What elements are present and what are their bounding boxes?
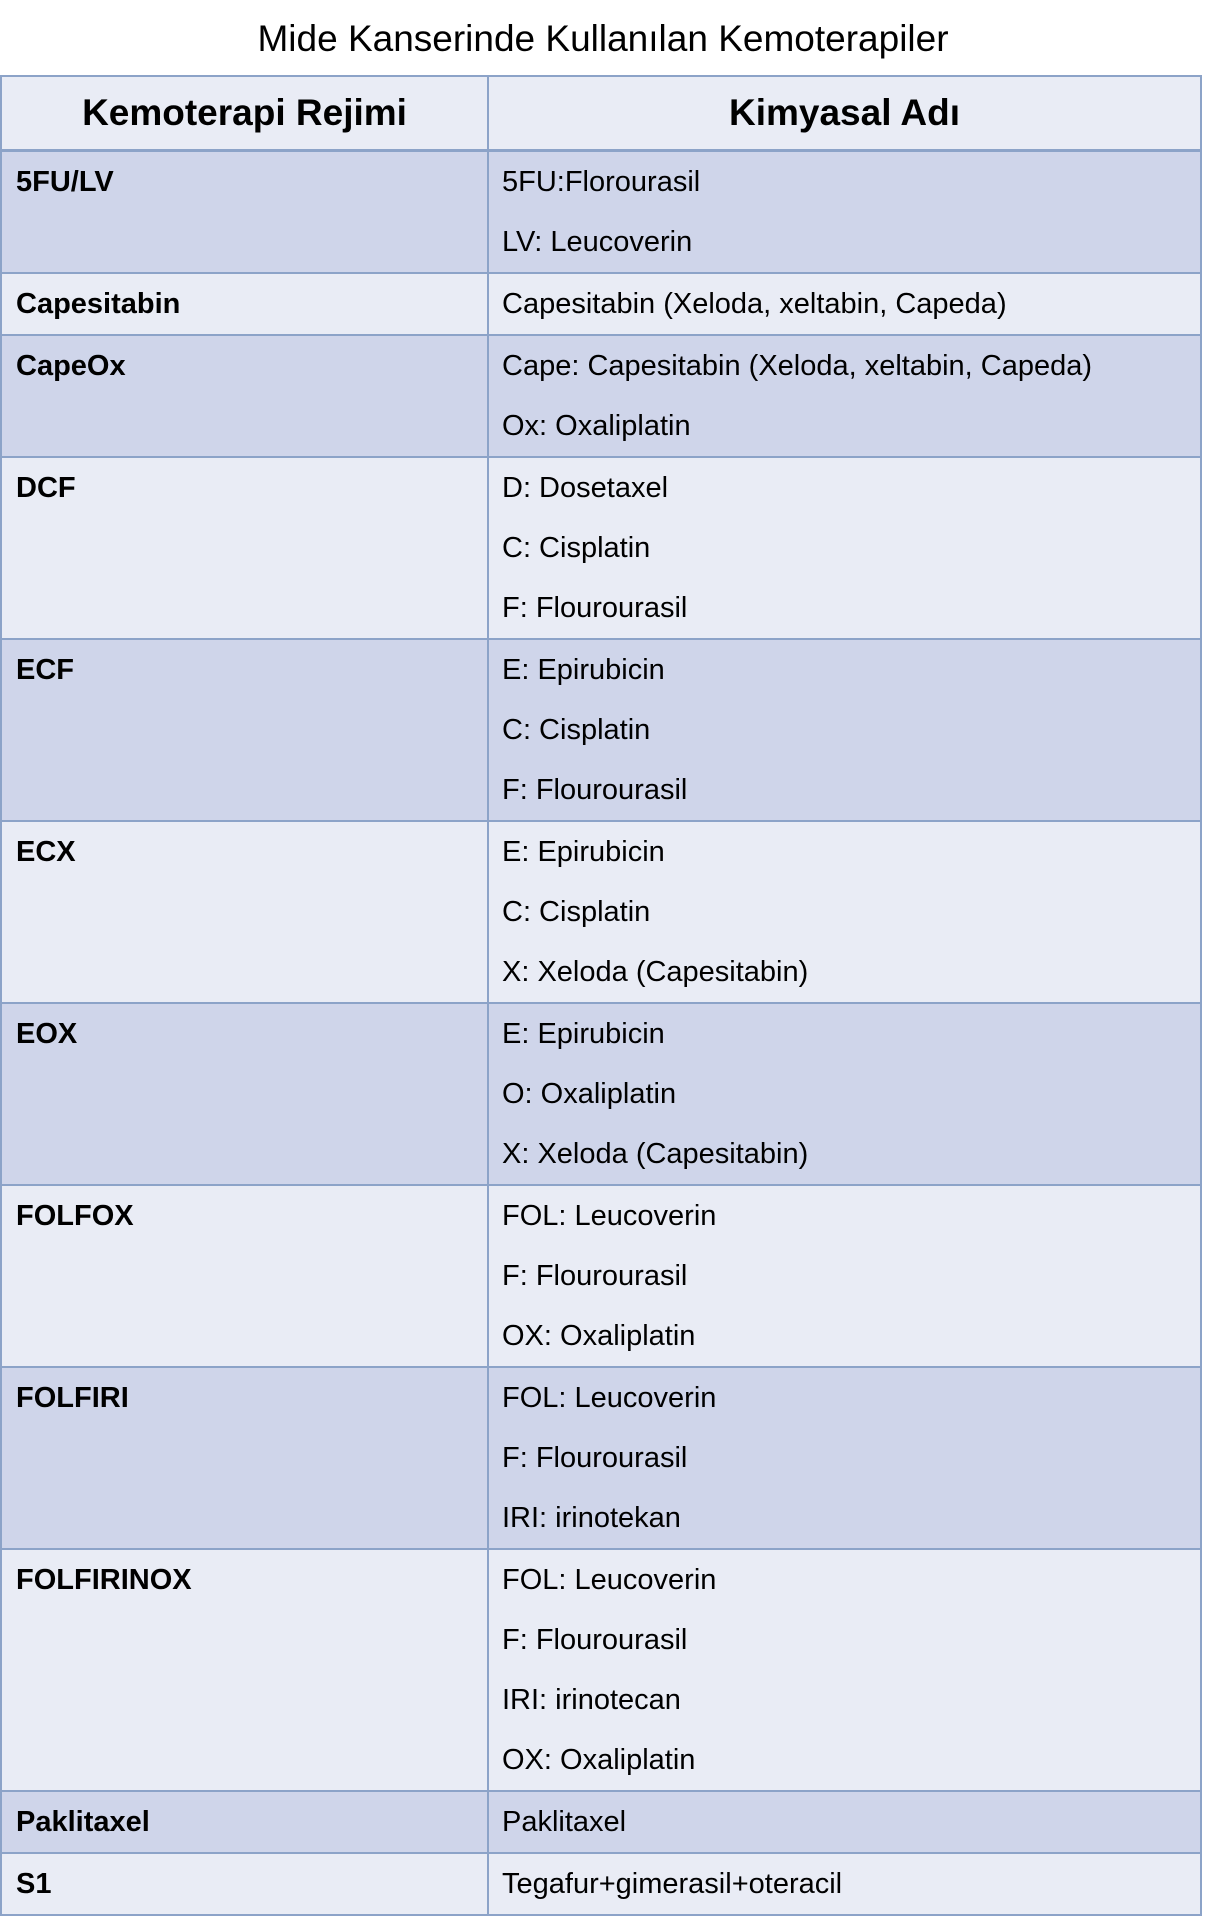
table-row (1, 821, 1201, 1003)
chemical-name: E: Epirubicin (502, 836, 665, 868)
regimen-name: DCF (16, 472, 76, 504)
chemical-cell (488, 639, 1201, 821)
regimen-cell (1, 335, 488, 457)
chemical-cell (488, 457, 1201, 639)
page-title: Mide Kanserinde Kullanılan Kemoterapiler (257, 18, 949, 59)
table-header-row (1, 76, 1201, 151)
chemotherapy-table (0, 75, 1202, 1916)
regimen-cell (1, 151, 488, 274)
table-row (1, 273, 1201, 335)
chemical-name: F: Flourourasil (502, 1624, 688, 1656)
chemical-cell (488, 1367, 1201, 1549)
chemical-name: OX: Oxaliplatin (502, 1744, 696, 1776)
chemical-cell (488, 151, 1201, 274)
table-body (1, 151, 1201, 1916)
chemical-cell (488, 1791, 1201, 1853)
header-regimen: Kemoterapi Rejimi (1, 76, 488, 151)
chemical-cell (488, 1003, 1201, 1185)
table-row (1, 335, 1201, 457)
chemical-name: FOL: Leucoverin (502, 1200, 717, 1232)
chemical-name: FOL: Leucoverin (502, 1564, 717, 1596)
table-row (1, 1549, 1201, 1791)
chemical-name: D: Dosetaxel (502, 472, 669, 504)
chemical-name: IRI: irinotecan (502, 1684, 681, 1716)
regimen-name: 5FU/LV (16, 166, 114, 198)
regimen-cell (1, 1853, 488, 1915)
regimen-name: FOLFOX (16, 1200, 134, 1232)
chemical-name: O: Oxaliplatin (502, 1078, 677, 1110)
regimen-name: Paklitaxel (16, 1806, 150, 1838)
table-row (1, 1791, 1201, 1853)
table-row (1, 1853, 1201, 1915)
chemical-name: F: Flourourasil (502, 592, 688, 624)
chemical-name: IRI: irinotekan (502, 1502, 681, 1534)
header-chemical-name: Kimyasal Adı (488, 76, 1201, 151)
regimen-cell (1, 457, 488, 639)
regimen-cell (1, 821, 488, 1003)
regimen-cell (1, 1003, 488, 1185)
chemical-name: F: Flourourasil (502, 1260, 688, 1292)
chemical-cell (488, 335, 1201, 457)
chemical-cell (488, 821, 1201, 1003)
chemical-name: Ox: Oxaliplatin (502, 410, 691, 442)
table-row (1, 1185, 1201, 1367)
regimen-cell (1, 639, 488, 821)
regimen-cell (1, 1549, 488, 1791)
regimen-name: S1 (16, 1868, 52, 1900)
chemical-cell (488, 273, 1201, 335)
chemical-name: E: Epirubicin (502, 1018, 665, 1050)
regimen-name: ECF (16, 654, 74, 686)
regimen-name: FOLFIRI (16, 1382, 129, 1414)
chemical-name: OX: Oxaliplatin (502, 1320, 696, 1352)
chemical-name: C: Cisplatin (502, 896, 651, 928)
chemical-name: Paklitaxel (502, 1806, 627, 1838)
chemical-name: LV: Leucoverin (502, 226, 693, 258)
regimen-name: FOLFIRINOX (16, 1564, 192, 1596)
chemical-name: C: Cisplatin (502, 532, 651, 564)
table-row (1, 457, 1201, 639)
chemical-name: C: Cisplatin (502, 714, 651, 746)
table-row (1, 639, 1201, 821)
chemical-name: FOL: Leucoverin (502, 1382, 717, 1414)
chemical-name: F: Flourourasil (502, 774, 688, 806)
regimen-name: CapeOx (16, 350, 126, 382)
chemical-name: Cape: Capesitabin (Xeloda, xeltabin, Capeda) (502, 350, 1093, 382)
chemical-cell (488, 1549, 1201, 1791)
chemical-name: 5FU:Florourasil (502, 166, 701, 198)
regimen-name: EOX (16, 1018, 78, 1050)
regimen-cell (1, 1367, 488, 1549)
chemical-name: F: Flourourasil (502, 1442, 688, 1474)
table-row (1, 1367, 1201, 1549)
regimen-name: ECX (16, 836, 76, 868)
chemical-name: X: Xeloda (Capesitabin) (502, 1138, 809, 1170)
table-row (1, 1003, 1201, 1185)
regimen-name: Capesitabin (16, 288, 181, 320)
chemical-cell (488, 1853, 1201, 1915)
chemical-name: Capesitabin (Xeloda, xeltabin, Capeda) (502, 288, 1007, 320)
regimen-cell (1, 273, 488, 335)
table-row (1, 151, 1201, 274)
chemical-cell (488, 1185, 1201, 1367)
chemical-name: E: Epirubicin (502, 654, 665, 686)
regimen-cell (1, 1791, 488, 1853)
chemical-name: Tegafur+gimerasil+oteracil (502, 1868, 843, 1900)
chemical-name: X: Xeloda (Capesitabin) (502, 956, 809, 988)
regimen-cell (1, 1185, 488, 1367)
